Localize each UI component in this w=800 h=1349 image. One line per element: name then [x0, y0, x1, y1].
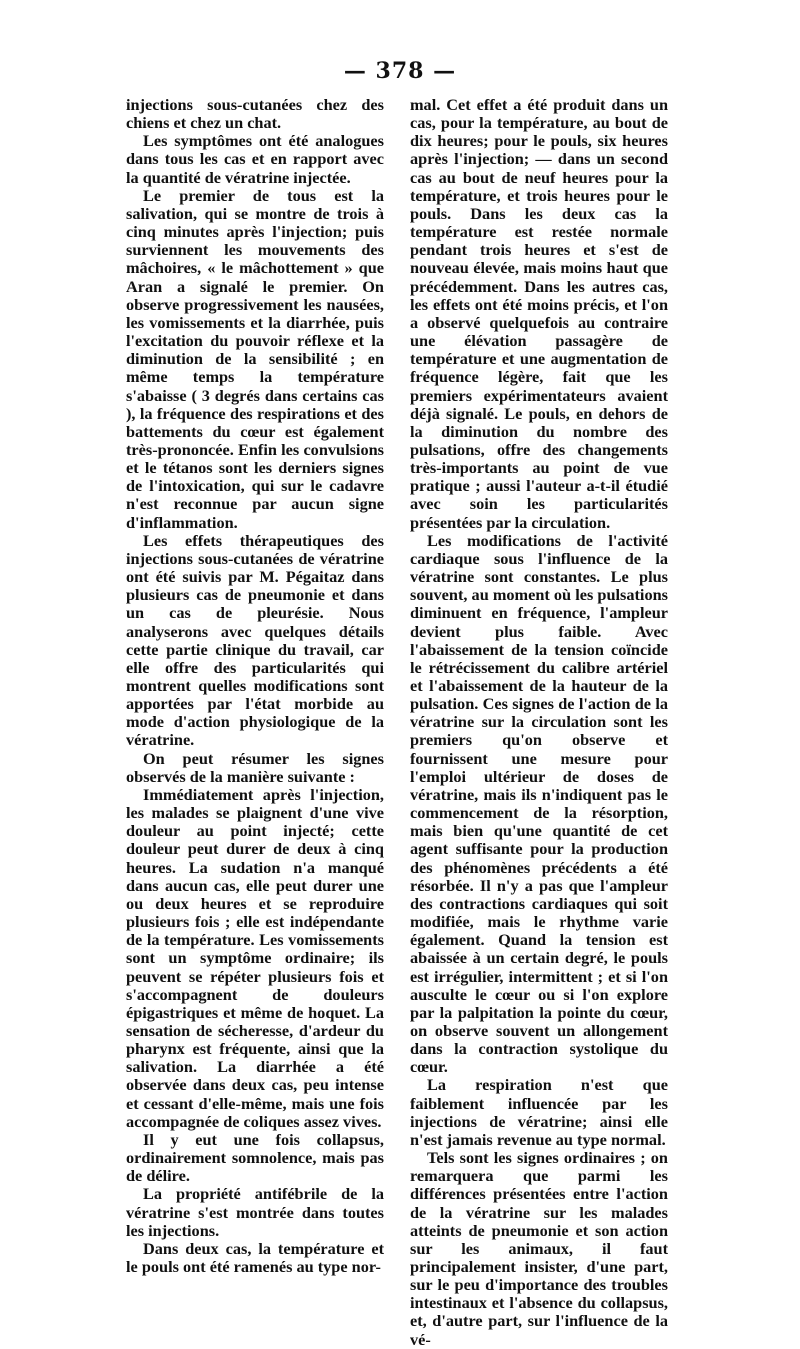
- paragraph: injections sous-cutanées chez des chiens et chez un chat.: [126, 95, 384, 133]
- paragraph: Dans deux cas, la température et le pouls ont été ramenés au type nor-: [126, 1238, 384, 1276]
- paragraph: Les modifications de l'activité cardiaque sous l'influence de la vératrine sont constantes. Le plus souvent, au moment où les pulsations diminuent en fréquence, l'ampleur devient plus faible. Avec l'abaissement de la tension coïncide le rétrécissement du calibre artériel et l'abaissement de la hauteur de la pulsation. Ces signes de l'action de la vératrine sur la circulation sont les premiers qu'on observe et fournissent une mesure pour l'emploi ultérieur de doses de vératrine, mais ils n'indiquent pas le commencement de la résorption, mais bien qu'une quantité de cet agent suffisante pour la production des phénomènes précédents a été résorbée. Il n'y a pas que l'ampleur des contractions cardiaques qui soit modifiée, mais le rhythme varie également. Quand la tension est abaissée à un certain degré, le pouls est irrégulier, intermittent ; et si l'on ausculte le cœur ou si l'on explore par la palpitation la pointe du cœur, on observe souvent un allongement dans la contraction systolique du cœur.: [410, 530, 668, 1077]
- page-number: — 378 —: [343, 58, 457, 84]
- paragraph: Les symptômes ont été analogues dans tous les cas et en rapport avec la quantité de vératrine injectée.: [126, 131, 384, 187]
- paragraph: On peut résumer les signes observés de la manière suivante :: [126, 748, 384, 786]
- paragraph: Les effets thérapeutiques des injections sous-cutanées de vératrine ont été suivis par M. Pégaitaz dans plusieurs cas de pneumonie et dans un cas de pleurésie. Nous analyserons avec quelques détails cette partie clinique du travail, car elle offre des particularités qui montrent quelles modifications sont apportées par l'état morbide au mode d'action physiologique de la vératrine.: [126, 530, 384, 750]
- paragraph: Il y eut une fois collapsus, ordinairement somnolence, mais pas de délire.: [126, 1129, 384, 1186]
- paragraph: La propriété antifébrile de la vératrine s'est montrée dans toutes les injections.: [126, 1184, 384, 1240]
- paragraph: Tels sont les signes ordinaires ; on remarquera que parmi les différences présentées entre l'action de la vératrine sur les malades atteints de pneumonie et son action sur les animaux, il faut principalement insister, d'une part, sur le peu d'importance des troubles intestinaux et l'absence du collapsus, et, d'autre part, sur l'influence de la vé-: [410, 1148, 668, 1349]
- right-column: [410, 96, 668, 1349]
- paragraph: Le premier de tous est la salivation, qui se montre de trois à cinq minutes après l'injection; puis surviennent les mouvements des mâchoires, « le mâchottement » que Aran a signalé le premier. On observe progressivement les nausées, les vomissements et la diarrhée, puis l'excitation du pouvoir réflexe et la diminution de la sensibilité ; en même temps la température s'abaisse ( 3 degrés dans certains cas ), la fréquence des respirations et des battements du cœur est également très-prononcée. Enfin les convulsions et le tétanos sont les derniers signes de l'intoxication, qui sur le cadavre n'est reconnue par aucun signe d'inflammation.: [126, 185, 384, 532]
- paragraph: Immédiatement après l'injection, les malades se plaignent d'une vive douleur au point injecté; cette douleur peut durer de deux à cinq heures. La sudation n'a manqué dans aucun cas, elle peut durer une ou deux heures et se reproduire plusieurs fois ; elle est indépendante de la température. Les vomissements sont un symptôme ordinaire; ils peuvent se répéter plusieurs fois et s'accompagnent de douleurs épigastriques et même de hoquet. La sensation de sécheresse, d'ardeur du pharynx est fréquente, ainsi que la salivation. La diarrhée a été observée dans deux cas, peu intense et cessant d'elle-même, mais une fois accompagnée de coliques assez vives.: [126, 784, 384, 1131]
- left-column: [126, 96, 384, 1276]
- paragraph: La respiration n'est que faiblement influencée par les injections de vératrine; ainsi elle n'est jamais revenue au type normal.: [410, 1075, 668, 1149]
- paragraph: mal. Cet effet a été produit dans un cas, pour la température, au bout de dix heures; pour le pouls, six heures après l'injection; — dans un second cas au bout de neuf heures pour la température, et trois heures pour le pouls. Dans les deux cas la température est restée normale pendant trois heures et s'est de nouveau élevée, mais moins haut que précédemment. Dans les autres cas, les effets ont été moins précis, et l'on a observé quelquefois au contraire une élévation passagère de température et une augmentation de fréquence légère, fait que les premiers expérimentateurs avaient déjà signalé. Le pouls, en dehors de la diminution du nombre des pulsations, offre des changements très-importants au point de vue pratique ; aussi l'auteur a-t-il étudié avec soin les particularités présentées par la circulation.: [410, 95, 668, 532]
